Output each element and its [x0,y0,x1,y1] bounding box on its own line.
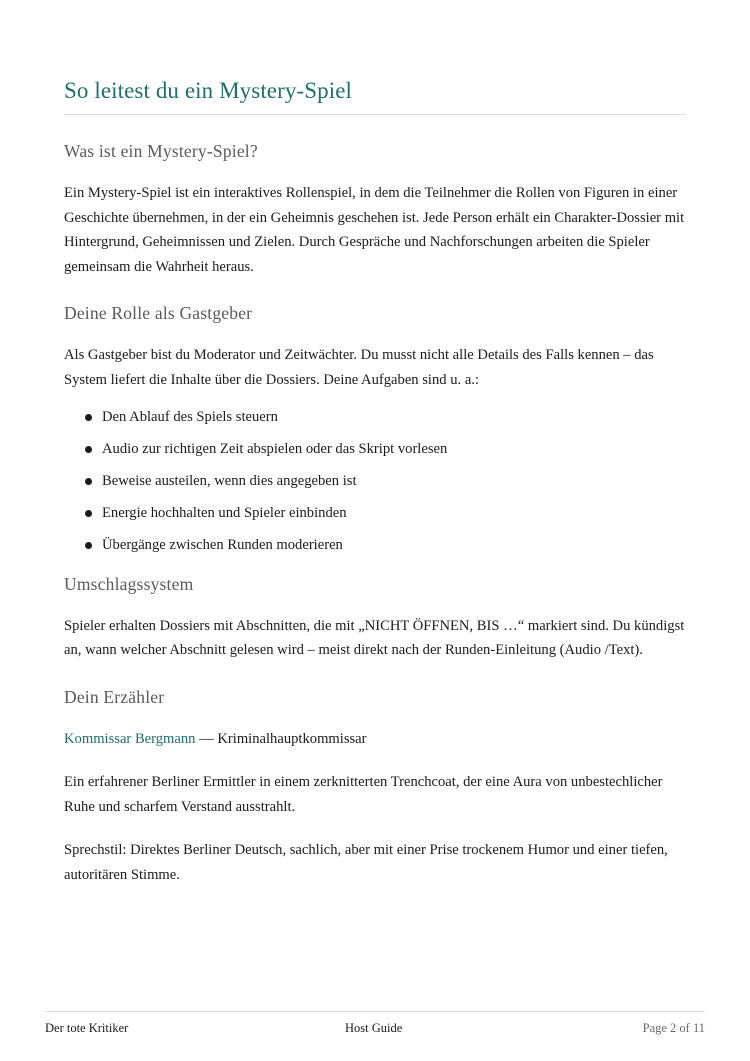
list-item [64,437,686,462]
list-item [64,533,686,558]
section-heading-what: Was ist ein Mystery-Spiel? [64,141,258,161]
section-text-role: Als Gastgeber bist du Moderator und Zeitwächter. Du musst nicht alle Details des Falls kennen – das System liefert die Inhalte über die Dossiers. Deine Aufgaben sind u. a.: [64,347,654,388]
task-list [64,405,686,558]
list-item [64,405,686,430]
section-text-envelope: Spieler erhalten Dossiers mit Abschnitten, die mit „NICHT ÖFFNEN, BIS …“ markiert sind. Du kündigst an, wann welcher Abschnitt gelesen wird – meist direkt nach der Runden-Einleitung (Audio /Text). [64,617,685,658]
section-heading-envelope: Umschlagssystem [64,573,194,594]
section-heading-role: Deine Rolle als Gastgeber [64,303,253,323]
list-item [64,469,686,494]
bullet-icon [85,542,92,549]
bullet-icon [85,510,92,517]
narrator-speech-style: Sprechstil: Direktes Berliner Deutsch, sachlich, aber mit einer Prise trockenem Humor und einer tiefen, autoritären Stimme. [64,842,668,883]
list-item-text: Beweise austeilen, wenn dies angegeben ist [102,473,357,489]
footer-section-label: Host Guide [345,1021,403,1035]
bullet-icon [85,414,92,421]
footer-document-title: Der tote Kritiker [45,1021,129,1035]
page-title: So leitest du ein Mystery-Spiel [64,78,686,115]
list-item-text: Energie hochhalten und Spieler einbinden [102,505,347,521]
section-text-what: Ein Mystery-Spiel ist ein interaktives Rollenspiel, in dem die Teilnehmer die Rollen von Figuren in einer Geschichte übernehmen, in der ein Geheimnis geschehen ist. Jede Person erhält ein Charakter-Dossier mit Hintergrund, Geheimnissen und Zielen. Durch Gespräche und Nachforschungen arbeiten die Spieler gemeinsam die Wahrheit heraus. [64,185,685,275]
page-content [64,78,686,887]
list-item-text: Audio zur richtigen Zeit abspielen oder das Skript vorlesen [102,441,448,457]
bullet-icon [85,478,92,485]
narrator-line [64,727,686,752]
narrator-name: Kommissar Bergmann [64,730,196,747]
section-heading-narrator: Dein Erzähler [64,686,165,707]
narrator-description: Ein erfahrener Berliner Ermittler in einem zerknitterten Trenchcoat, der eine Aura von unbestechlicher Ruhe und scharfem Verstand ausstrahlt. [64,774,663,815]
page-footer [45,1011,705,1036]
list-item-text: Den Ablauf des Spiels steuern [102,409,278,425]
list-item [64,501,686,526]
list-item-text: Übergänge zwischen Runden moderieren [102,537,343,553]
footer-page-number: Page 2 of 11 [642,1021,705,1035]
narrator-role: — Kriminalhauptkommissar [195,730,367,747]
bullet-icon [85,446,92,453]
